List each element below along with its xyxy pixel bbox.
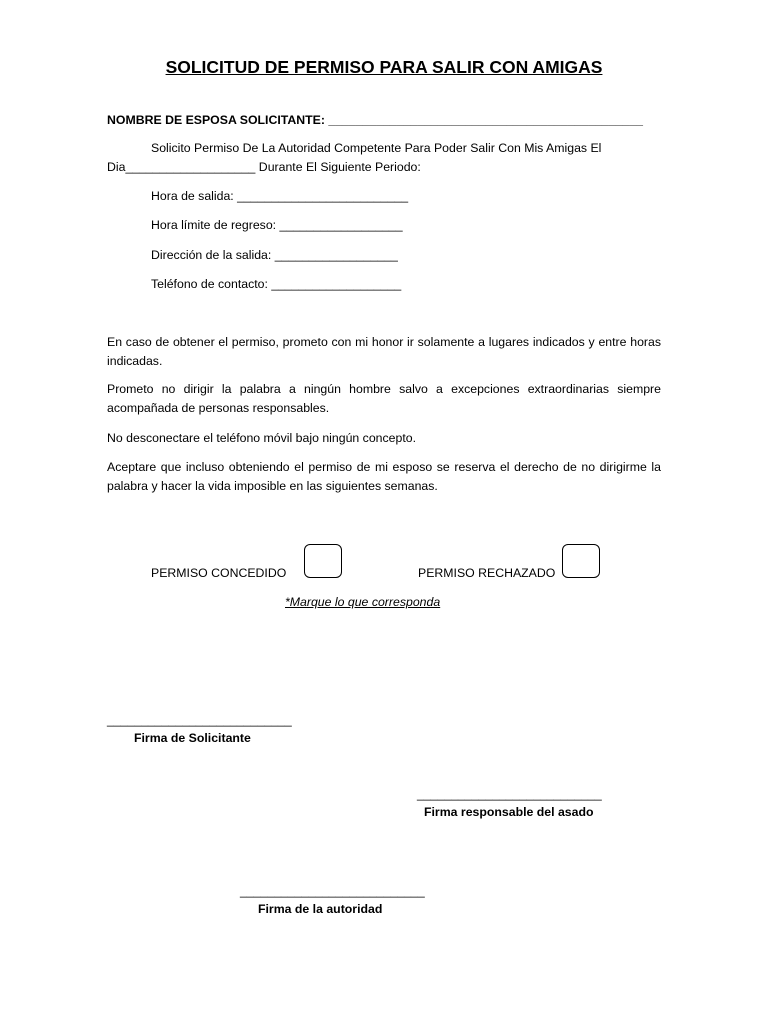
authority-signature-label: Firma de la autoridad (258, 902, 383, 916)
applicant-signature-label: Firma de Solicitante (134, 731, 251, 745)
applicant-name-line: NOMBRE DE ESPOSA SOLICITANTE: ______________________________________________ (107, 113, 643, 127)
paragraph-promise-men: Prometo no dirigir la palabra a ningún hombre salvo a excepciones extraordinarias siempre acompañada de personas responsables. (107, 382, 661, 415)
asado-signature-line: ___________________________ (417, 787, 602, 801)
field-departure-time: Hora de salida: _________________________ (151, 189, 409, 203)
granted-checkbox[interactable] (304, 544, 342, 578)
request-line-2: Dia___________________ Durante El Siguiente Periodo: (107, 160, 421, 174)
request-line-1: Solicito Permiso De La Autoridad Competente Para Poder Salir Con Mis Amigas El (151, 141, 602, 155)
asado-signature-label: Firma responsable del asado (424, 805, 594, 819)
mark-instruction-note: *Marque lo que corresponda (285, 595, 441, 609)
authority-signature-line: ___________________________ (240, 884, 425, 898)
document-title: SOLICITUD DE PERMISO PARA SALIR CON AMIGAS (165, 57, 603, 77)
paragraph-phone: No desconectare el teléfono móvil bajo ningún concepto. (107, 431, 416, 445)
rejected-checkbox[interactable] (562, 544, 600, 578)
field-return-limit: Hora límite de regreso: __________________ (151, 218, 403, 232)
option-rejected-label: PERMISO RECHAZADO (418, 566, 556, 580)
paragraph-promise-places: En caso de obtener el permiso, prometo con mi honor ir solamente a lugares indicados y entre horas indicadas. (107, 335, 661, 368)
paragraph-husband-rights: Aceptare que incluso obteniendo el permiso de mi esposo se reserva el derecho de no dirigirme la palabra y hacer la vida imposible en las siguientes semanas. (107, 460, 661, 493)
option-granted-label: PERMISO CONCEDIDO (151, 566, 287, 580)
field-outing-address: Dirección de la salida: __________________ (151, 248, 398, 262)
field-contact-phone: Teléfono de contacto: ___________________ (151, 277, 402, 291)
applicant-signature-line: ___________________________ (107, 713, 292, 727)
